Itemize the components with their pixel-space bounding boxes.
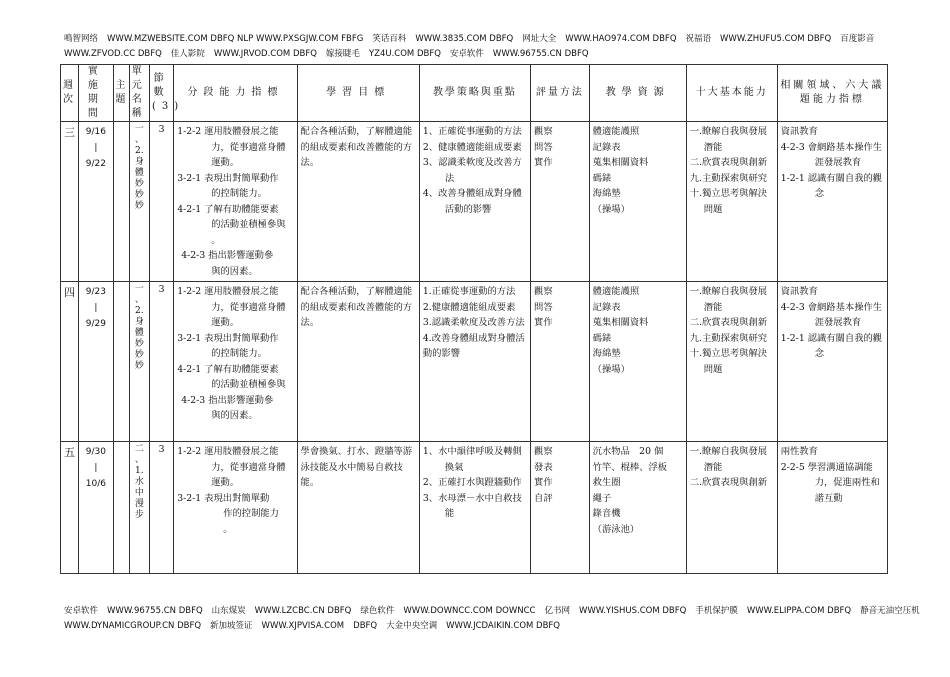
- header-link[interactable]: YZ4U.COM DBFQ: [368, 49, 441, 59]
- related-code: 4-2-3: [780, 141, 805, 153]
- lessons-cell: 3: [149, 122, 173, 282]
- indicator-text: 表現出對簡單動: [204, 492, 270, 504]
- lesson-plan-table: [60, 64, 888, 574]
- unit-char: 體: [134, 168, 144, 178]
- resource-item: （游泳池）: [592, 523, 640, 535]
- assessment-item: 實作: [534, 157, 553, 168]
- indicator-code: 4-2-3: [181, 250, 206, 261]
- resource-item: 海綿墊: [592, 188, 621, 199]
- related-domain: 資訊教育: [780, 286, 818, 297]
- lessons-cell: 3: [149, 442, 173, 574]
- footer-line-1: [64, 604, 920, 619]
- period-start: 9/23: [85, 287, 106, 297]
- header-link[interactable]: 安卓软件: [449, 49, 484, 59]
- header-links: [64, 32, 894, 62]
- indicator-code: 1-2-2: [177, 286, 202, 297]
- objectives-cell: 配合各種活動，了解體適能的組成要素和改善體能的方法。: [297, 282, 419, 442]
- unit-char: 、: [134, 135, 144, 145]
- strategy-text: 4.改善身體組成對身體活動的影響: [422, 332, 525, 359]
- indicator-code: 3-2-1: [177, 332, 202, 344]
- unit-cell: [129, 122, 149, 282]
- indicator-code: 4-2-1: [177, 363, 202, 375]
- resource-item: 蒐集相關資料: [592, 157, 649, 168]
- resource-item: （操場）: [592, 203, 630, 215]
- unit-char: 、: [134, 295, 144, 305]
- ability-num: 一.: [689, 286, 702, 297]
- assessment-cell: [531, 122, 590, 282]
- resource-item: 救生圈: [592, 477, 621, 488]
- indicators-cell: [174, 282, 297, 442]
- period-end: 9/22: [85, 159, 106, 169]
- table-header-row: [61, 65, 888, 122]
- indicator-code: 3-2-1: [177, 172, 202, 184]
- resource-item: 記錄表: [592, 141, 621, 153]
- strategy-text: 水中韻律呼吸及轉側換氣: [438, 446, 522, 473]
- ability-num: 九.: [689, 332, 702, 344]
- resource-item: 記錄表: [592, 301, 621, 313]
- table-row: [61, 442, 888, 574]
- header-lessons: 節數(3): [149, 65, 173, 122]
- theme-cell: [113, 282, 129, 442]
- resource-item: 碼錶: [592, 332, 612, 344]
- header-indicators: 分段能力指標: [174, 65, 297, 122]
- assessment-item: 觀察: [534, 446, 553, 457]
- header-link[interactable]: WWW.96755.CN DBFQ: [492, 49, 589, 59]
- header-link[interactable]: 笑话百科: [372, 34, 407, 44]
- indicator-text: 力，從事適當身體: [211, 141, 286, 153]
- resources-cell: [589, 122, 686, 282]
- footer-link[interactable]: 山东煤炭: [211, 606, 246, 616]
- period-cell: [79, 122, 113, 282]
- header-line-1: [64, 32, 894, 47]
- unit-char: 體: [134, 328, 144, 338]
- indicator-text: 運動。: [211, 477, 240, 488]
- week-cell: 五: [61, 442, 79, 574]
- indicator-text: 的活動並積極參與: [211, 219, 286, 230]
- objectives-cell: 學會換氣、打水、蹬牆等游泳技能及水中簡易自救技能。: [297, 442, 419, 574]
- indicator-code: 1-2-2: [177, 126, 202, 137]
- indicators-cell: [174, 122, 297, 282]
- footer-link[interactable]: DBFQ: [353, 621, 378, 631]
- footer-link[interactable]: WWW.96755.CN DBFQ: [107, 606, 203, 616]
- footer-line-2: [64, 619, 904, 634]
- indicator-code: 3-2-1: [177, 492, 202, 504]
- footer-link[interactable]: WWW.ELIPPA.COM DBFQ: [746, 606, 852, 616]
- indicator-text: 表現出對簡單動作: [204, 172, 279, 184]
- header-ten-abilities: 十大基本能力: [686, 65, 777, 122]
- ability-num: 十.: [689, 348, 702, 359]
- unit-char: 漫: [134, 499, 144, 509]
- indicator-text: 的控制能力。: [211, 348, 267, 359]
- footer-link[interactable]: 亿书网: [544, 606, 570, 616]
- header-link[interactable]: WWW.3835.COM DBFQ: [415, 34, 514, 44]
- footer-link[interactable]: 手机保护膜: [695, 606, 738, 616]
- unit-char: 水: [134, 477, 144, 487]
- strategy-num: 2、: [422, 477, 439, 488]
- resources-cell: [589, 282, 686, 442]
- strategy-cell: [419, 442, 530, 574]
- unit-char: 妙: [134, 361, 144, 371]
- strategy-text: 1.正確從事運動的方法: [422, 286, 516, 297]
- ability-num: 十.: [689, 188, 702, 199]
- assessment-item: 觀察: [534, 126, 553, 137]
- indicator-text: 運用肢體發展之能: [204, 286, 279, 297]
- footer-link[interactable]: WWW.JCDAIKIN.COM DBFQ: [446, 621, 560, 631]
- strategy-cell: [419, 122, 530, 282]
- related-code: 1-2-1: [780, 332, 805, 344]
- ability-text: 欣賞表現與創新: [701, 317, 768, 328]
- period-sep: |: [94, 463, 98, 473]
- header-link[interactable]: WWW.MZWEBSITE.COM DBFQ NLP WWW.PXSGJW.COM FBFG: [107, 34, 364, 44]
- ability-num: 九.: [689, 172, 702, 184]
- assessment-item: 實作: [534, 317, 553, 328]
- related-text: 學習溝通協調能力，促進兩性和諧互動: [807, 461, 880, 504]
- ability-text: 瞭解自我與發展潛能: [701, 126, 768, 153]
- lessons-cell: 3: [149, 282, 173, 442]
- indicator-text: 指出影響運動參: [208, 250, 274, 261]
- period-sep: |: [94, 303, 98, 313]
- unit-char: 妙: [134, 201, 144, 211]
- header-link[interactable]: 嫁接睫毛: [325, 49, 360, 59]
- unit-char: 身: [134, 317, 144, 327]
- indicator-text: 的控制能力。: [211, 188, 267, 199]
- resource-item: 竹竿、棍棒、浮板: [592, 461, 668, 473]
- related-text: 會網路基本操作生涯發展教育: [807, 301, 883, 328]
- table-row: [61, 122, 888, 282]
- resource-item: 體適能護照: [592, 286, 640, 297]
- footer-link[interactable]: WWW.DOWNCC.COM DOWNCC: [403, 606, 536, 616]
- unit-char: 一: [134, 124, 144, 134]
- indicator-text: 了解有助體能要素: [204, 363, 279, 375]
- footer-link[interactable]: 大金中央空调: [386, 621, 438, 631]
- footer-link[interactable]: WWW.XJPVISA.COM: [261, 621, 345, 631]
- related-code: 2-2-5: [780, 461, 805, 473]
- header-line-2: [64, 47, 894, 62]
- ability-text: 主動探索與研究: [701, 332, 768, 344]
- header-link[interactable]: WWW.HAO974.COM DBFQ: [565, 34, 677, 44]
- assessment-item: 實作: [534, 477, 553, 488]
- related-text: 會網路基本操作生涯發展教育: [807, 141, 883, 168]
- indicators-cell: [174, 442, 297, 574]
- unit-char: 二: [134, 444, 144, 454]
- related-text: 認識有關自我的觀念: [807, 332, 883, 359]
- week-cell: 四: [61, 282, 79, 442]
- header-unit: 單元名稱: [129, 65, 149, 122]
- ten-abilities-cell: [686, 122, 777, 282]
- header-assessment: 評量方法: [531, 65, 590, 122]
- ability-text: 瞭解自我與發展潛能: [701, 446, 768, 473]
- header-link[interactable]: 鳴智网络: [64, 34, 99, 44]
- indicator-text: 運用肢體發展之能: [204, 126, 279, 137]
- footer-link[interactable]: 静音无油空压机: [860, 606, 920, 616]
- ability-text: 瞭解自我與發展潛能: [701, 286, 768, 313]
- strategy-cell: [419, 282, 530, 442]
- ability-num: 二.: [689, 157, 702, 168]
- resource-item: 蒐集相關資料: [592, 317, 649, 328]
- unit-char: 、: [134, 455, 144, 465]
- footer-links: [64, 604, 920, 634]
- strategy-text: 正確打水與蹬牆動作: [438, 477, 522, 488]
- related-cell: [777, 442, 887, 574]
- strategy-text: 3.認識柔軟度及改善方法: [422, 317, 525, 328]
- ability-text: 獨立思考與解決問題: [701, 188, 768, 215]
- indicator-text: 力，從事適當身體: [211, 301, 286, 313]
- ability-num: 二.: [689, 317, 702, 328]
- week-cell: 三: [61, 122, 79, 282]
- indicator-code: 1-2-2: [177, 446, 202, 457]
- table-row: [61, 282, 888, 442]
- indicator-text: 作的控制能力: [223, 508, 279, 519]
- unit-cell: [129, 282, 149, 442]
- indicator-code: 4-2-1: [177, 203, 202, 215]
- period-start: 9/16: [85, 127, 106, 137]
- ability-num: 一.: [689, 126, 702, 137]
- assessment-cell: [531, 442, 590, 574]
- header-theme: 主題: [113, 65, 129, 122]
- header-resources: 教學資源: [589, 65, 686, 122]
- unit-char: 妙: [134, 190, 144, 200]
- related-domain: 兩性教育: [780, 446, 818, 457]
- footer-link[interactable]: 新加坡签证: [210, 621, 253, 631]
- resources-cell: [589, 442, 686, 574]
- related-domain: 資訊教育: [780, 126, 818, 137]
- header-objectives: 學習目標: [297, 65, 419, 122]
- unit-cell: [129, 442, 149, 574]
- indicator-text: 指出影響運動參: [208, 394, 274, 406]
- strategy-text: 改善身體組成對身體活動的影響: [438, 188, 522, 215]
- related-cell: [777, 122, 887, 282]
- unit-char: 1.: [135, 466, 144, 476]
- period-cell: [79, 282, 113, 442]
- period-end: 9/29: [85, 319, 106, 329]
- header-link[interactable]: WWW.ZHUFU5.COM DBFQ: [720, 34, 832, 44]
- footer-link[interactable]: WWW.DYNAMICGROUP.CN DBFQ: [64, 621, 202, 631]
- strategy-text: 認識柔軟度及改善方法: [438, 157, 522, 184]
- related-code: 4-2-3: [780, 301, 805, 313]
- related-text: 認識有關自我的觀念: [807, 172, 883, 199]
- period-sep: |: [94, 143, 98, 153]
- theme-cell: [113, 122, 129, 282]
- indicator-text: 運動。: [211, 317, 240, 328]
- strategy-text: 健康體適能組成要素: [438, 141, 522, 153]
- strategy-num: 2、: [422, 141, 439, 153]
- assessment-item: 發表: [534, 461, 553, 473]
- ability-num: 一.: [689, 446, 702, 457]
- indicator-text: 的活動並積極參與: [211, 379, 286, 390]
- period-cell: [79, 442, 113, 574]
- resource-item: 海綿墊: [592, 348, 621, 359]
- footer-link[interactable]: WWW.YISHUS.COM DBFQ: [578, 606, 687, 616]
- indicator-text: 運動。: [211, 157, 240, 168]
- unit-char: 身: [134, 157, 144, 167]
- header-link[interactable]: 百度影音: [840, 34, 875, 44]
- unit-char: 妙: [134, 350, 144, 360]
- footer-link[interactable]: WWW.LZCBC.CN DBFQ: [254, 606, 352, 616]
- header-related: 相關領域、六大議題能力指標: [777, 65, 887, 122]
- header-strategy: 教學策略與重點: [419, 65, 530, 122]
- related-cell: [777, 282, 887, 442]
- indicator-text: 與的因素。: [211, 410, 258, 421]
- resource-item: 碼錶: [592, 172, 612, 184]
- header-week: 週次: [61, 65, 79, 122]
- ability-text: 主動探索與研究: [701, 172, 768, 184]
- unit-char: 步: [134, 510, 144, 520]
- ten-abilities-cell: [686, 282, 777, 442]
- indicator-code: 4-2-3: [181, 394, 206, 406]
- assessment-item: 問答: [534, 301, 553, 313]
- strategy-num: 1、: [422, 126, 439, 137]
- ability-text: 欣賞表現與創新: [701, 157, 768, 168]
- footer-link[interactable]: 绿色软件: [360, 606, 395, 616]
- ability-text: 獨立思考與解決問題: [701, 348, 768, 375]
- indicator-text: 與的因素。: [211, 265, 258, 277]
- strategy-text: 2.健康體適能組成要素: [422, 301, 516, 313]
- header-link[interactable]: 祝福语: [685, 34, 712, 44]
- unit-char: 2.: [135, 146, 144, 156]
- assessment-item: 自評: [534, 492, 553, 504]
- unit-char: 2.: [135, 306, 144, 316]
- header-link[interactable]: 网址大全: [522, 34, 557, 44]
- ability-text: 欣賞表現與創新: [701, 477, 768, 488]
- indicator-text: 力，從事適當身體: [211, 461, 286, 473]
- unit-char: 中: [134, 488, 144, 498]
- strategy-num: 1、: [422, 446, 439, 457]
- strategy-text: 正確從事運動的方法: [438, 126, 522, 137]
- strategy-text: 水母漂－水中自救技能: [438, 492, 522, 519]
- header-link[interactable]: WWW.JRVOD.COM DBFQ: [213, 49, 317, 59]
- resource-item: 錄音機: [592, 508, 621, 519]
- assessment-cell: [531, 282, 590, 442]
- unit-char: 妙: [134, 339, 144, 349]
- period-start: 9/30: [85, 447, 106, 457]
- related-code: 1-2-1: [780, 172, 805, 184]
- assessment-item: 問答: [534, 141, 553, 153]
- strategy-num: 3、: [422, 157, 439, 168]
- assessment-item: 觀察: [534, 286, 553, 297]
- objectives-cell: 配合各種活動，了解體適能的組成要素和改善體能的方法。: [297, 122, 419, 282]
- resource-item: 體適能護照: [592, 126, 640, 137]
- header-link[interactable]: WWW.ZFVOD.CC DBFQ: [64, 49, 162, 59]
- unit-char: 妙: [134, 179, 144, 189]
- ability-num: 二.: [689, 477, 702, 488]
- resource-item: 沉水物品 20 個: [592, 446, 664, 457]
- theme-cell: [113, 442, 129, 574]
- ten-abilities-cell: [686, 442, 777, 574]
- strategy-num: 4、: [422, 188, 439, 199]
- indicator-text: 。: [211, 234, 221, 246]
- indicator-text: 了解有助體能要素: [204, 203, 279, 215]
- resource-item: 繩子: [592, 492, 612, 504]
- indicator-text: 運用肢體發展之能: [204, 446, 279, 457]
- header-period: 實施期間: [79, 65, 113, 122]
- footer-link[interactable]: 安卓软件: [64, 606, 99, 616]
- strategy-num: 3、: [422, 492, 439, 504]
- period-end: 10/6: [85, 479, 106, 489]
- unit-char: 一: [134, 284, 144, 294]
- indicator-text: 。: [223, 523, 233, 535]
- indicator-text: 表現出對簡單動作: [204, 332, 279, 344]
- header-link[interactable]: 佳人影院: [170, 49, 205, 59]
- resource-item: （操場）: [592, 363, 630, 375]
